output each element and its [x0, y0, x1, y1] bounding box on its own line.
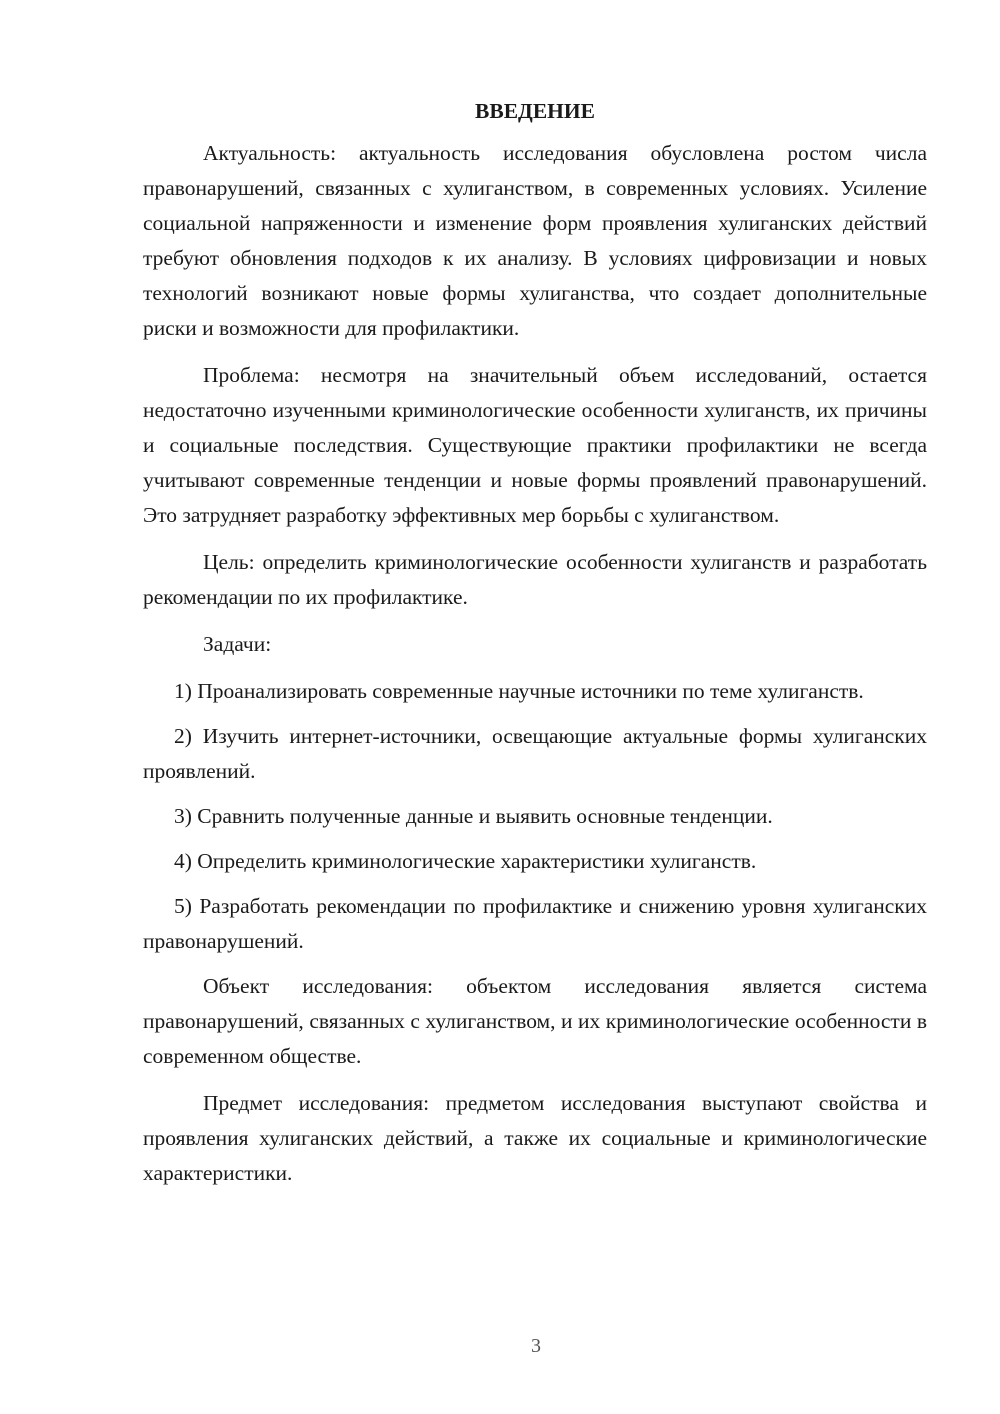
- paragraph-subject: Предмет исследования: предметом исследования выступают свойства и проявления хулиганских действий, а также их социальные и криминологические характеристики.: [143, 1091, 927, 1185]
- task-item-3: 3) Сравнить полученные данные и выявить основные тенденции.: [174, 804, 773, 828]
- paragraph-goal: Цель: определить криминологические особенности хулиганств и разработать рекомендации по их профилактике.: [143, 550, 927, 609]
- paragraph-object: Объект исследования: объектом исследования является система правонарушений, связанных с хулиганством, и их криминологические особенности в современном обществе.: [143, 974, 927, 1068]
- page-number: 3: [531, 1335, 541, 1357]
- tasks-heading: Задачи:: [203, 632, 272, 656]
- paragraph-problem: Проблема: несмотря на значительный объем исследований, остается недостаточно изученными криминологические особенности хулиганств, их причины и социальные последствия. Существующие практики профилактики не всегда учитывают современные тенденции и новые формы проявлений правонарушений. Это затрудняет разработку эффективных мер борьбы с хулиганством.: [143, 363, 927, 527]
- section-title: ВВЕДЕНИЕ: [475, 99, 595, 123]
- task-item-4: 4) Определить криминологические характеристики хулиганств.: [174, 849, 757, 873]
- document-body: [143, 96, 927, 1203]
- task-item-2: 2) Изучить интернет-источники, освещающие актуальные формы хулиганских проявлений.: [143, 724, 927, 783]
- task-item-1: 1) Проанализировать современные научные источники по теме хулиганств.: [174, 679, 864, 703]
- paragraph-relevance: Актуальность: актуальность исследования обусловлена ростом числа правонарушений, связанных с хулиганством, в современных условиях. Усиление социальной напряженности и изменение форм проявления хулиганских действий требуют обновления подходов к их анализу. В условиях цифровизации и новых технологий возникают новые формы хулиганства, что создает дополнительные риски и возможности для профилактики.: [143, 141, 927, 340]
- task-item-5: 5) Разработать рекомендации по профилактике и снижению уровня хулиганских правонарушений.: [143, 894, 927, 953]
